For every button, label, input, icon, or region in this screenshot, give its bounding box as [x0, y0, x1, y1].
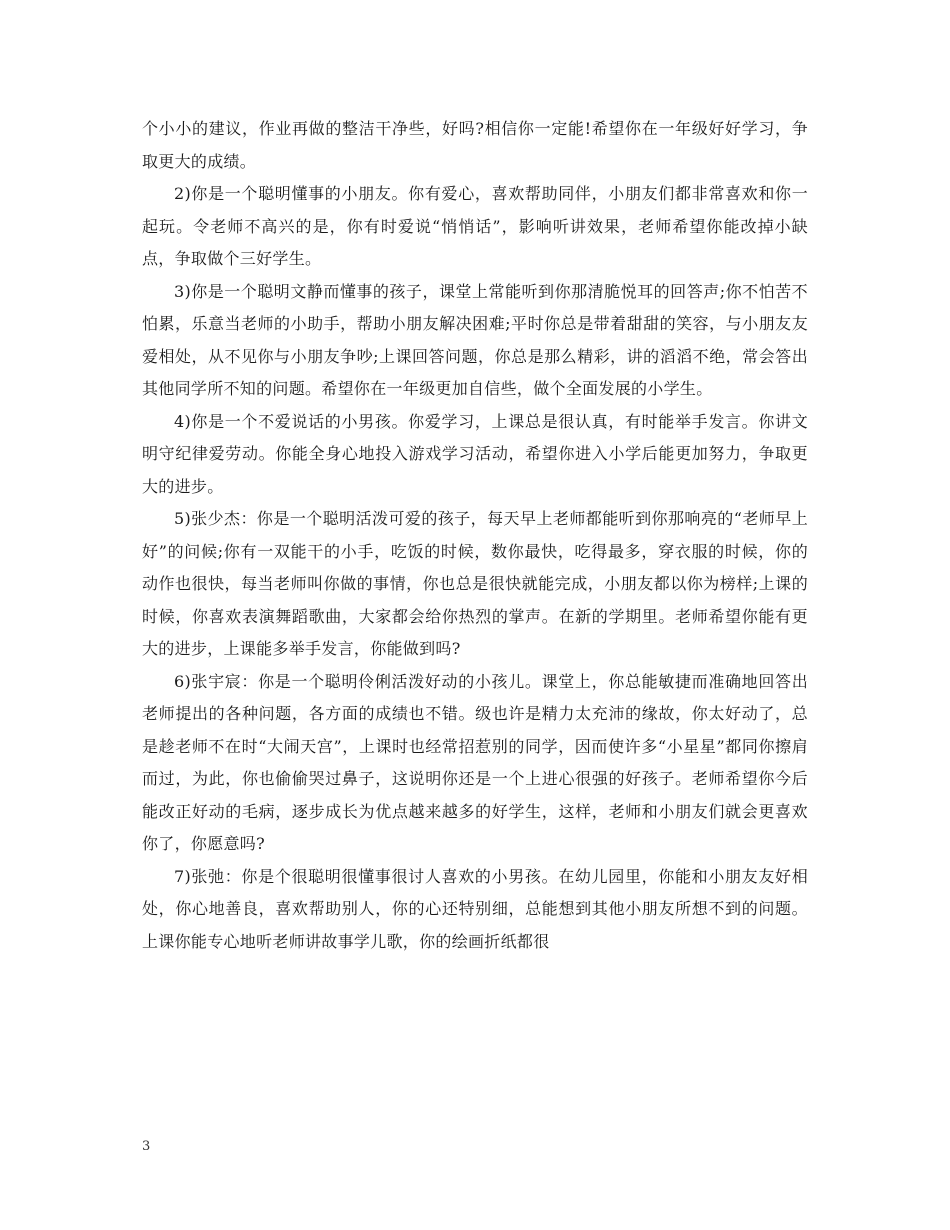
page-number: 3	[142, 1139, 151, 1154]
paragraph-5: 5)张少杰：你是一个聪明活泼可爱的孩子，每天早上老师都能听到你那响亮的“老师早上好”的问候;你有一双能干的小手，吃饭的时候，数你最快，吃得最多，穿衣服的时候，你的动作也很快，每当老师叫你做的事情，你也总是很快就能完成，小朋友都以你为榜样;上课的时候，你喜欢表演舞蹈歌曲，大家都会给你热烈的掌声。在新的学期里。老师希望你能有更大的进步，上课能多举手发言，你能做到吗?	[142, 509, 808, 658]
document-body	[142, 113, 808, 958]
paragraph-6: 6)张宇宸：你是一个聪明伶俐活泼好动的小孩儿。课堂上，你总能敏捷而准确地回答出老师提出的各种问题，各方面的成绩也不错。级也许是精力太充沛的缘故，你太好动了，总是趁老师不在时“大闹天宫”，上课时也经常招惹别的同学，因而使许多“小星星”都同你擦肩而过，为此，你也偷偷哭过鼻子，这说明你还是一个上进心很强的好孩子。老师希望你今后能改正好动的毛病，逐步成长为优点越来越多的好学生，这样，老师和小朋友们就会更喜欢你了，你愿意吗?	[142, 671, 808, 853]
paragraph-3: 3)你是一个聪明文静而懂事的孩子，课堂上常能听到你那清脆悦耳的回答声;你不怕苦不怕累，乐意当老师的小助手，帮助小朋友解决困难;平时你总是带着甜甜的笑容，与小朋友友爱相处，从不见你与小朋友争吵;上课回答问题，你总是那么精彩，讲的滔滔不绝，常会答出其他同学所不知的问题。希望你在一年级更加自信些，做个全面发展的小学生。	[142, 281, 808, 398]
paragraph-1: 个小小的建议，作业再做的整洁干净些，好吗?相信你一定能!希望你在一年级好好学习，争取更大的成绩。	[142, 119, 808, 171]
paragraph-2: 2)你是一个聪明懂事的小朋友。你有爱心，喜欢帮助同伴，小朋友们都非常喜欢和你一起玩。令老师不高兴的是，你有时爱说“悄悄话”，影响听讲效果，老师希望你能改掉小缺点，争取做个三好学生。	[142, 184, 808, 268]
paragraph-4: 4)你是一个不爱说话的小男孩。你爱学习，上课总是很认真，有时能举手发言。你讲文明守纪律爱劳动。你能全身心地投入游戏学习活动，希望你进入小学后能更加努力，争取更大的进步。	[142, 411, 808, 496]
paragraph-7: 7)张弛：你是个很聪明很懂事很讨人喜欢的小男孩。在幼儿园里，你能和小朋友友好相处，你心地善良，喜欢帮助别人，你的心还特别细，总能想到其他小朋友所想不到的问题。上课你能专心地听老师讲故事学儿歌，你的绘画折纸都很	[142, 866, 808, 951]
